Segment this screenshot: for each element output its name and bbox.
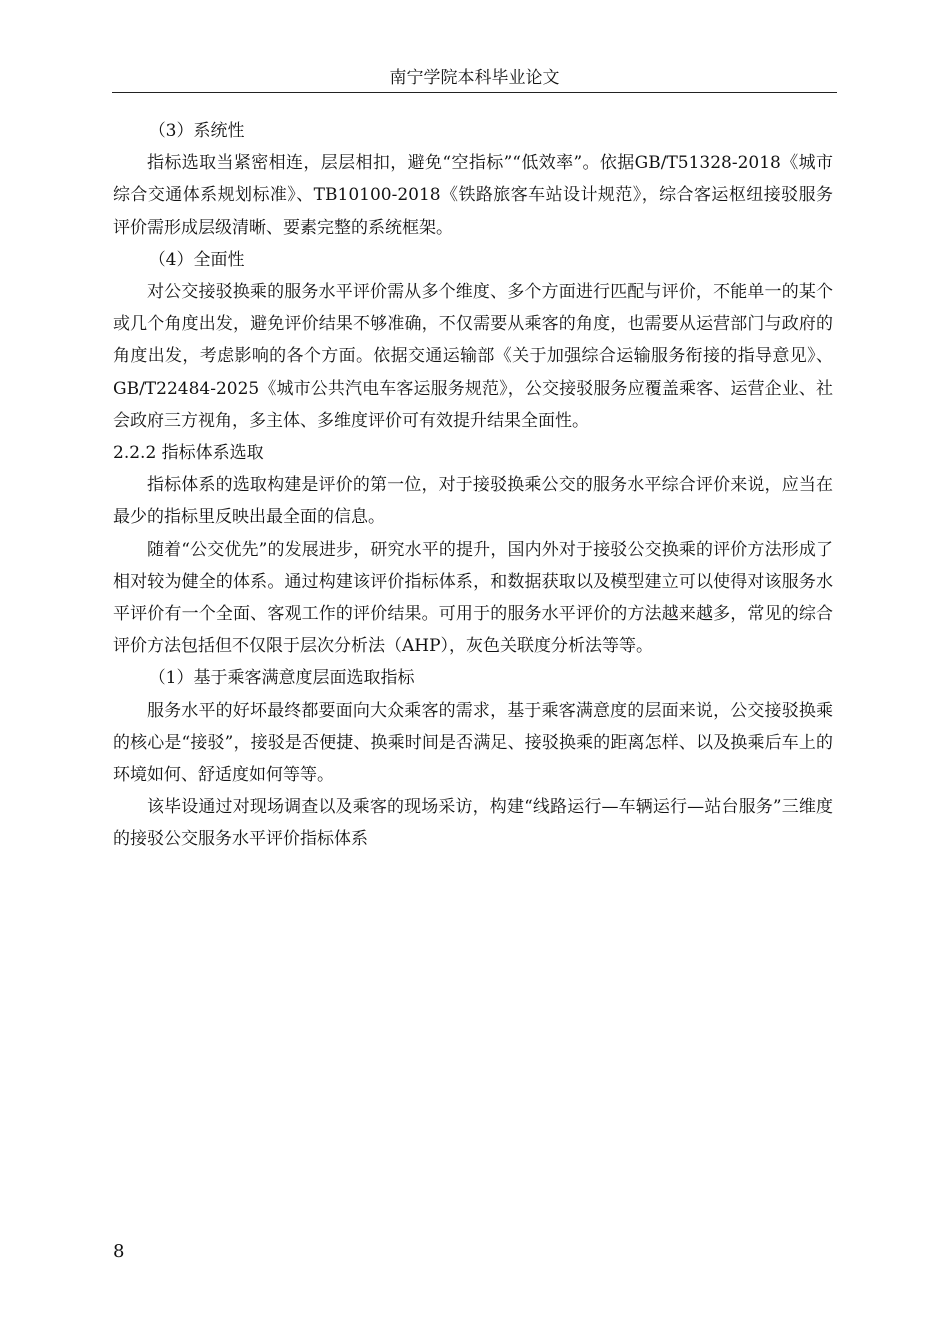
- subheading-passenger-satisfaction: （1）基于乘客满意度层面选取指标: [148, 668, 415, 689]
- paragraph-3: 指标体系的选取构建是评价的第一位，对于接驳换乘公交的服务水平综合评价来说，应当在最少的指标里反映出最全面的信息。: [113, 475, 833, 528]
- subheading-comprehensive: （4）全面性: [148, 249, 245, 270]
- page-body: [113, 115, 833, 856]
- paragraph-6: 该毕设通过对现场调查以及乘客的现场采访，构建“线路运行—车辆运行—站台服务”三维度的接驳公交服务水平评价指标体系: [113, 797, 833, 850]
- header-rule: [112, 92, 837, 93]
- section-heading: 2.2.2 指标体系选取: [113, 443, 264, 464]
- paragraph-4: 随着“公交优先”的发展进步，研究水平的提升，国内外对于接驳公交换乘的评价方法形成了相对较为健全的体系。通过构建该评价指标体系，和数据获取以及模型建立可以使得对该服务水平评价有一个全面、客观工作的评价结果。可用于的服务水平评价的方法越来越多，常见的综合评价方法包括但不仅限于层次分析法（AHP），灰色关联度分析法等等。: [113, 539, 833, 657]
- subheading-systematic: （3）系统性: [148, 121, 245, 141]
- page-number: 8: [113, 1241, 125, 1262]
- paragraph-1: 指标选取当紧密相连，层层相扣，避免“空指标”“低效率”。依据GB/T51328-2018《城市综合交通体系规划标准》、TB10100-2018《铁路旅客车站设计规范》，综合客运枢纽接驳服务评价需形成层级清晰、要素完整的系统框架。: [113, 153, 833, 238]
- page-header: 南宁学院本科毕业论文: [389, 68, 560, 88]
- paragraph-5: 服务水平的好坏最终都要面向大众乘客的需求，基于乘客满意度的层面来说，公交接驳换乘的核心是“接驳”，接驳是否便捷、换乘时间是否满足、接驳换乘的距离怎样、以及换乘后车上的环境如何、舒适度如何等等。: [113, 700, 833, 786]
- paragraph-2: 对公交接驳换乘的服务水平评价需从多个维度、多个方面进行匹配与评价，不能单一的某个或几个角度出发，避免评价结果不够准确，不仅需要从乘客的角度，也需要从运营部门与政府的角度出发，考虑影响的各个方面。依据交通运输部《关于加强综合运输服务衔接的指导意见》、GB/T22484-2025《城市公共汽电车客运服务规范》，公交接驳服务应覆盖乘客、运营企业、社会政府三方视角，多主体、多维度评价可有效提升结果全面性。: [113, 282, 833, 431]
